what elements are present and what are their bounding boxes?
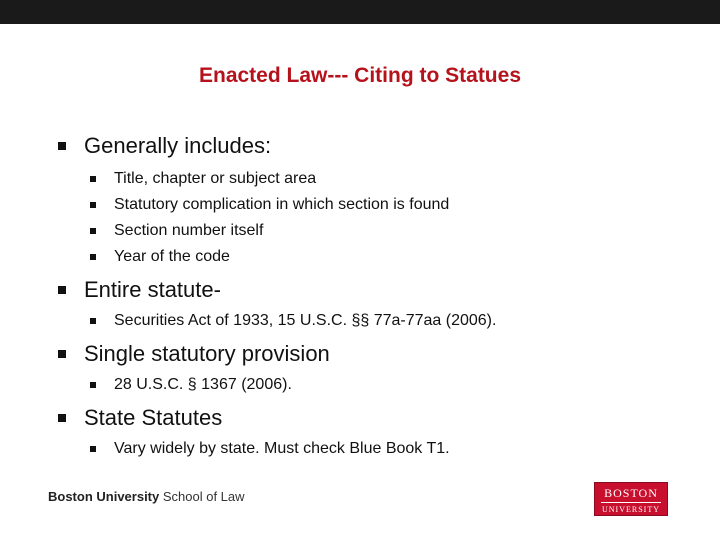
square-bullet-icon bbox=[58, 142, 66, 150]
square-bullet-icon bbox=[58, 286, 66, 294]
sub-bullet bbox=[58, 218, 698, 244]
slide-title: Enacted Law--- Citing to Statues bbox=[198, 64, 521, 87]
university-logo bbox=[594, 482, 668, 516]
sub-bullet bbox=[58, 308, 698, 334]
sub-bullet-text: Statutory complication in which section is found bbox=[114, 196, 450, 213]
sub-bullet-text: Title, chapter or subject area bbox=[114, 170, 317, 187]
logo-line-2: UNIVERSITY bbox=[602, 505, 660, 514]
square-bullet-icon bbox=[90, 382, 96, 388]
bullet-heading-text: State Statutes bbox=[84, 405, 223, 430]
sub-bullet bbox=[58, 372, 698, 398]
sub-bullet-text: 28 U.S.C. § 1367 (2006). bbox=[114, 376, 292, 393]
sub-bullet bbox=[58, 192, 698, 218]
top-bar bbox=[0, 0, 720, 24]
bullet-heading bbox=[58, 132, 698, 160]
bullet-heading bbox=[58, 340, 698, 368]
square-bullet-icon bbox=[90, 202, 96, 208]
square-bullet-icon bbox=[90, 228, 96, 234]
school-name-bold: Boston University bbox=[48, 489, 160, 504]
bullet-heading-text: Single statutory provision bbox=[84, 341, 330, 366]
square-bullet-icon bbox=[90, 446, 96, 452]
logo-line-1: BOSTON bbox=[601, 486, 661, 503]
school-name bbox=[48, 489, 245, 504]
sub-bullet-text: Section number itself bbox=[114, 222, 264, 239]
bullet-heading bbox=[58, 404, 698, 432]
square-bullet-icon bbox=[90, 176, 96, 182]
sub-bullet-text: Securities Act of 1933, 15 U.S.C. §§ 77a-77aa (2006). bbox=[114, 312, 497, 329]
square-bullet-icon bbox=[58, 350, 66, 358]
square-bullet-icon bbox=[90, 254, 96, 260]
sub-bullet-text: Vary widely by state. Must check Blue Book T1. bbox=[114, 440, 450, 457]
sub-bullet bbox=[58, 436, 698, 462]
square-bullet-icon bbox=[90, 318, 96, 324]
slide-content bbox=[58, 132, 698, 462]
bullet-heading-text: Generally includes: bbox=[84, 133, 272, 158]
school-name-rest: School of Law bbox=[159, 489, 245, 504]
sub-bullet-text: Year of the code bbox=[114, 248, 230, 265]
bullet-heading bbox=[58, 276, 698, 304]
sub-bullet bbox=[58, 166, 698, 192]
bullet-heading-text: Entire statute- bbox=[84, 277, 221, 302]
sub-bullet bbox=[58, 244, 698, 270]
square-bullet-icon bbox=[58, 414, 66, 422]
